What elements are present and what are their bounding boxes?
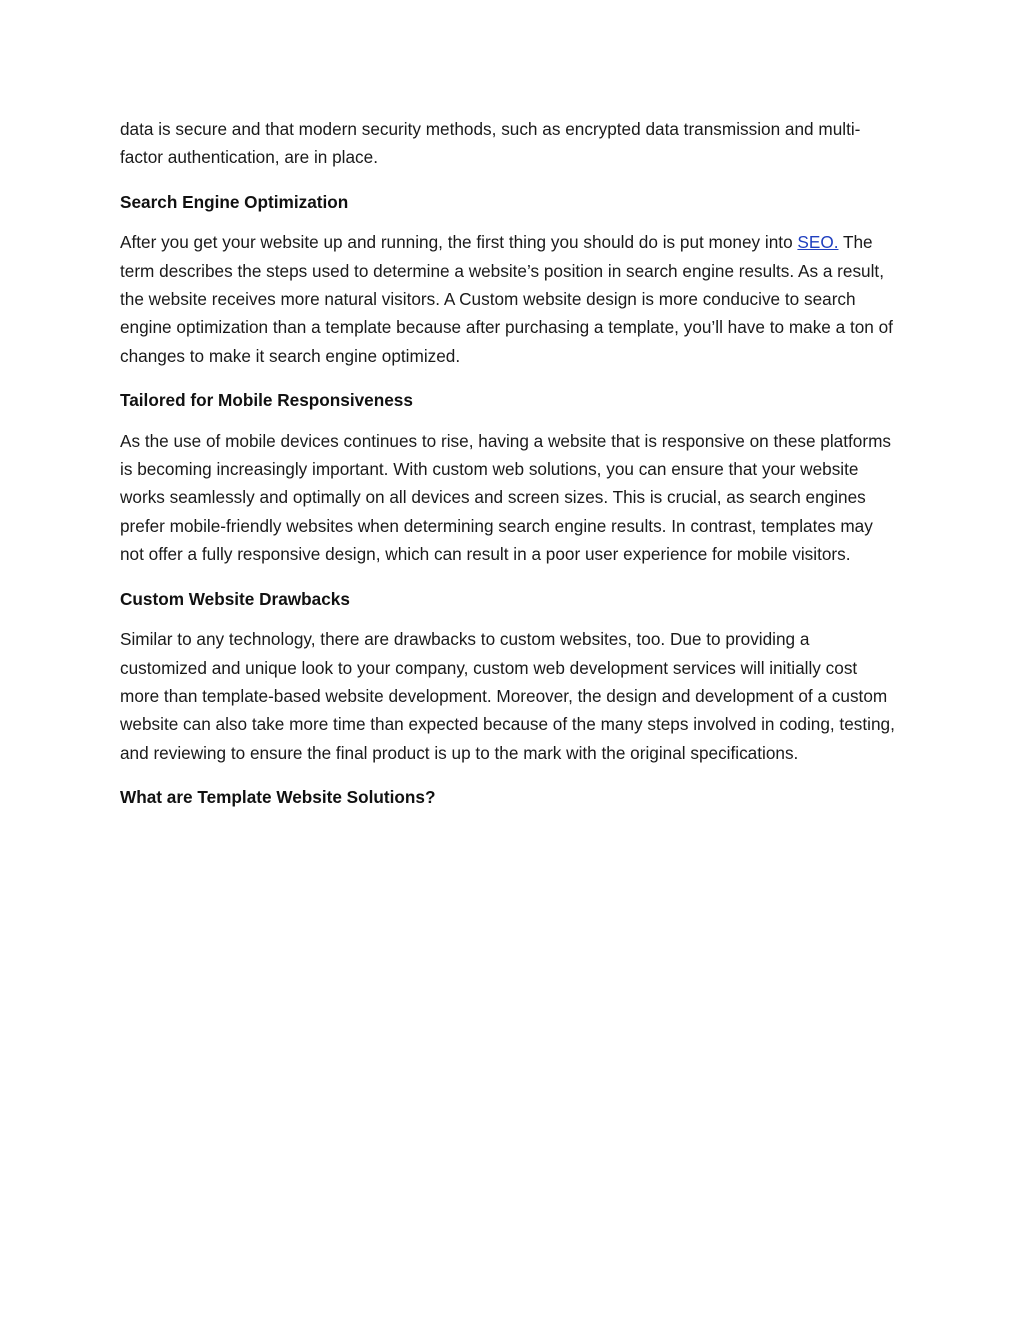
heading-mobile-responsiveness: Tailored for Mobile Responsiveness [120,390,413,411]
heading-custom-website-drawbacks: Custom Website Drawbacks [120,588,350,609]
paragraph-mobile-responsiveness: As the use of mobile devices continues to rise, having a website that is responsive on these platforms is becoming increasingly important. With custom web solutions, you can ensure that your website works seamlessly and optimally on all devices and screen sizes. This is crucial, as search engines prefer mobile-friendly websites when determining search engine results. In contrast, templates may not offer a fully responsive design, which can result in a poor user experience for mobile visitors. [120,430,891,565]
seo-link[interactable]: SEO. [797,232,839,253]
heading-template-website-solutions: What are Template Website Solutions? [120,787,436,808]
seo-paragraph-text-start: After you get your website up and running, the first thing you should do is put money into [120,232,798,253]
paragraph-search-engine-optimization [120,228,900,370]
intro-paragraph: data is secure and that modern security methods, such as encrypted data transmission and multi-factor authentication, are in place. [120,119,861,168]
document-body [120,115,900,824]
heading-search-engine-optimization: Search Engine Optimization [120,191,349,212]
paragraph-custom-website-drawbacks: Similar to any technology, there are drawbacks to custom websites, too. Due to providing a customized and unique look to your company, custom web development services will initially cost more than template-based website development. Moreover, the design and development of a custom website can also take more time than expected because of the many steps involved in coding, testing, and reviewing to ensure the final product is up to the mark with the original specifications. [120,629,895,763]
seo-paragraph-text-end: The term describes the steps used to determine a website’s position in search engine results. As a result, the website receives more natural visitors. A Custom website design is more conducive to search engine optimization than a template because after purchasing a template, you’ll have to make a ton of changes to make it search engine optimized. [120,232,893,366]
